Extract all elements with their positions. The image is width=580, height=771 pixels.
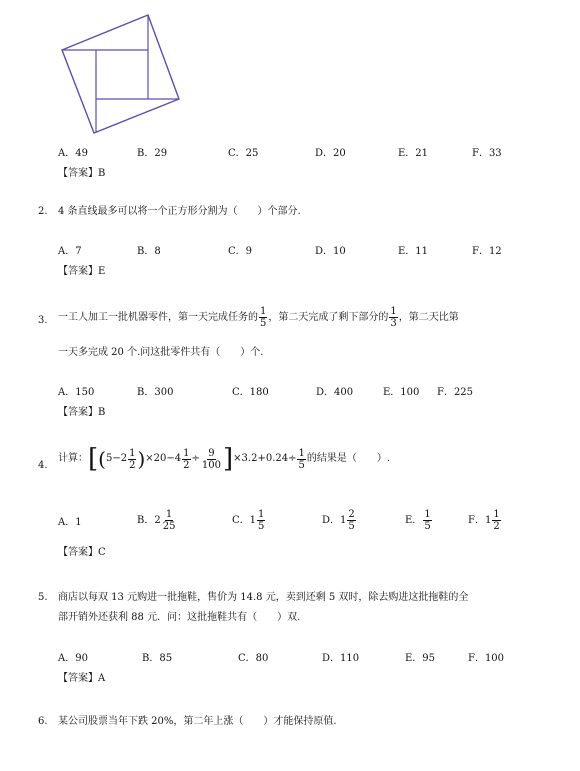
q4-e-minus: − bbox=[112, 453, 121, 464]
q3-option-d: D．400 bbox=[316, 387, 354, 398]
q3-option-e: E．100 bbox=[383, 387, 420, 398]
q3-line1 bbox=[58, 306, 459, 329]
q5-option-e: E．95 bbox=[405, 653, 436, 664]
q3-frac1-num: 1 bbox=[260, 306, 267, 317]
q4-opt-c-label: C． bbox=[232, 514, 250, 526]
q4-4half bbox=[182, 448, 190, 471]
q4-4half-den: 2 bbox=[183, 459, 190, 471]
q4-opt-e-frac bbox=[423, 509, 431, 532]
q3-part2: ，第二天完成了剩下部分的 bbox=[268, 311, 389, 323]
q4-label: 计算： bbox=[58, 453, 88, 464]
q4-paren-close: ) bbox=[137, 447, 146, 471]
q5-option-b: B．85 bbox=[142, 653, 173, 664]
q3-part3: ，第二天比第 bbox=[398, 311, 459, 323]
q2-option-d: D．10 bbox=[315, 246, 346, 257]
q2-answer: 【答案】E bbox=[58, 266, 106, 277]
q4-4half-num: 1 bbox=[183, 447, 190, 459]
q3-answer: 【答案】B bbox=[58, 407, 106, 418]
q4-opt-b-frac bbox=[162, 509, 177, 532]
q3-number: 3. bbox=[38, 315, 48, 326]
q4-opt-c-num: 1 bbox=[258, 509, 265, 520]
q5-line1: 商店以每双 13 元购进一批拖鞋，售价为 14.8 元，卖到还剩 5 双时，除去购进这批拖鞋的全 bbox=[58, 592, 469, 603]
q4-opt-f-label: F． bbox=[468, 514, 485, 526]
q4-bracket-open: [ bbox=[88, 444, 99, 474]
q4-option-b bbox=[137, 509, 177, 532]
q4-opt-f-den: 2 bbox=[493, 521, 500, 532]
q4-opt-d-den: 5 bbox=[348, 521, 355, 532]
q1-option-d: D．20 bbox=[315, 148, 346, 159]
q5-line2: 部开销外还获利 88 元．问：这批拖鞋共有（ ）双. bbox=[58, 612, 301, 623]
q4-opt-b-whole: 2 bbox=[154, 514, 161, 526]
q4-opt-d-label: D． bbox=[322, 514, 341, 526]
q3-line2: 一天多完成 20 个.问这批零件共有（ ）个. bbox=[58, 347, 264, 358]
q4-9-den: 100 bbox=[201, 459, 222, 471]
q5-option-c: C．80 bbox=[238, 653, 269, 664]
q5-option-f: F．100 bbox=[468, 653, 505, 664]
q4-opt-f-frac bbox=[492, 509, 500, 532]
q3-frac1-den: 5 bbox=[260, 318, 267, 329]
q4-e-2: 2 bbox=[120, 453, 128, 464]
geometry-figure bbox=[58, 12, 188, 137]
q4-opt-d-whole: 1 bbox=[340, 514, 347, 526]
q4-answer: 【答案】C bbox=[58, 547, 106, 558]
q4-opt-f-whole: 1 bbox=[484, 514, 492, 526]
q4-opt-c-den: 5 bbox=[258, 521, 265, 532]
q5-option-d: D．110 bbox=[322, 653, 360, 664]
q4-9over100 bbox=[201, 448, 222, 471]
q1-option-b: B．29 bbox=[137, 148, 168, 159]
q1-answer: 【答案】B bbox=[58, 168, 106, 179]
q3-frac2-num: 1 bbox=[390, 306, 397, 317]
q4-opt-d-frac bbox=[347, 509, 355, 532]
q5-answer: 【答案】A bbox=[58, 673, 106, 684]
q4-opt-b-num: 1 bbox=[165, 509, 173, 520]
q3-option-f: F．225 bbox=[437, 387, 474, 398]
q3-option-a: A．150 bbox=[58, 387, 95, 398]
q3-part1: 一工人加工一批机器零件，第一天完成任务的 bbox=[58, 311, 258, 323]
q4-paren-open: ( bbox=[98, 447, 106, 471]
q4-e-5: 5 bbox=[105, 453, 113, 464]
q6-text: 某公司股票当年下跌 20%，第二年上涨（ ）才能保持原值. bbox=[58, 716, 337, 727]
q6-number: 6. bbox=[38, 716, 48, 727]
q4-opt-e-num: 1 bbox=[424, 509, 431, 520]
q4-expression bbox=[58, 446, 390, 472]
q4-9-num: 9 bbox=[208, 447, 215, 459]
q4-option-a: A．1 bbox=[58, 517, 82, 528]
q2-option-c: C．9 bbox=[228, 246, 253, 257]
q4-option-e bbox=[405, 509, 433, 532]
q4-half-num: 1 bbox=[129, 447, 136, 459]
q4-option-c bbox=[232, 509, 266, 532]
q1-option-e: E．21 bbox=[398, 148, 429, 159]
q2-option-e: E．11 bbox=[398, 246, 429, 257]
q2-option-a: A．7 bbox=[58, 246, 82, 257]
q4-opt-d-num: 2 bbox=[348, 509, 355, 520]
q4-number: 4. bbox=[38, 460, 48, 471]
q3-option-c: C．180 bbox=[232, 387, 269, 398]
q1-option-c: C．25 bbox=[228, 148, 259, 159]
q4-bracket-close: ] bbox=[223, 444, 234, 474]
q5-number: 5. bbox=[38, 592, 48, 603]
q4-e-div: ÷ bbox=[191, 453, 200, 464]
q3-frac2-den: 3 bbox=[390, 318, 397, 329]
q3-option-b: B．300 bbox=[137, 387, 174, 398]
q1-option-f: F．33 bbox=[472, 148, 502, 159]
q2-number: 2. bbox=[38, 206, 48, 217]
q4-opt-c-whole: 1 bbox=[249, 514, 257, 526]
q2-option-b: B．8 bbox=[137, 246, 161, 257]
q4-opt-c-frac bbox=[257, 509, 265, 532]
q3-fraction-2 bbox=[389, 306, 397, 329]
outer-tilted-square bbox=[62, 15, 179, 133]
q3-fraction-1 bbox=[259, 306, 267, 329]
q4-opt-b-den: 25 bbox=[162, 521, 176, 532]
q4-half-den: 2 bbox=[129, 459, 136, 471]
q4-fifth-den: 5 bbox=[298, 459, 305, 471]
q4-option-d bbox=[322, 509, 357, 532]
q4-opt-e-den: 5 bbox=[424, 521, 431, 532]
q4-half bbox=[128, 448, 136, 471]
q4-opt-e-label: E． bbox=[405, 514, 423, 526]
q2-text: 4 条直线最多可以将一个正方形分割为（ ）个部分. bbox=[58, 206, 301, 217]
q1-option-a: A．49 bbox=[58, 148, 88, 159]
q4-suffix: 的结果是（ ）. bbox=[306, 453, 391, 464]
q4-e-times20: ×20−4 bbox=[145, 453, 182, 464]
q4-fifth bbox=[297, 448, 305, 471]
q5-option-a: A．90 bbox=[58, 653, 88, 664]
q4-fifth-num: 1 bbox=[298, 447, 305, 459]
q4-option-f bbox=[468, 509, 502, 532]
q4-e-tail: ×3.2+0.24÷ bbox=[233, 453, 297, 464]
q2-option-f: F．12 bbox=[472, 246, 502, 257]
q4-opt-b-label: B． bbox=[137, 514, 155, 526]
q4-opt-f-num: 1 bbox=[493, 509, 500, 520]
